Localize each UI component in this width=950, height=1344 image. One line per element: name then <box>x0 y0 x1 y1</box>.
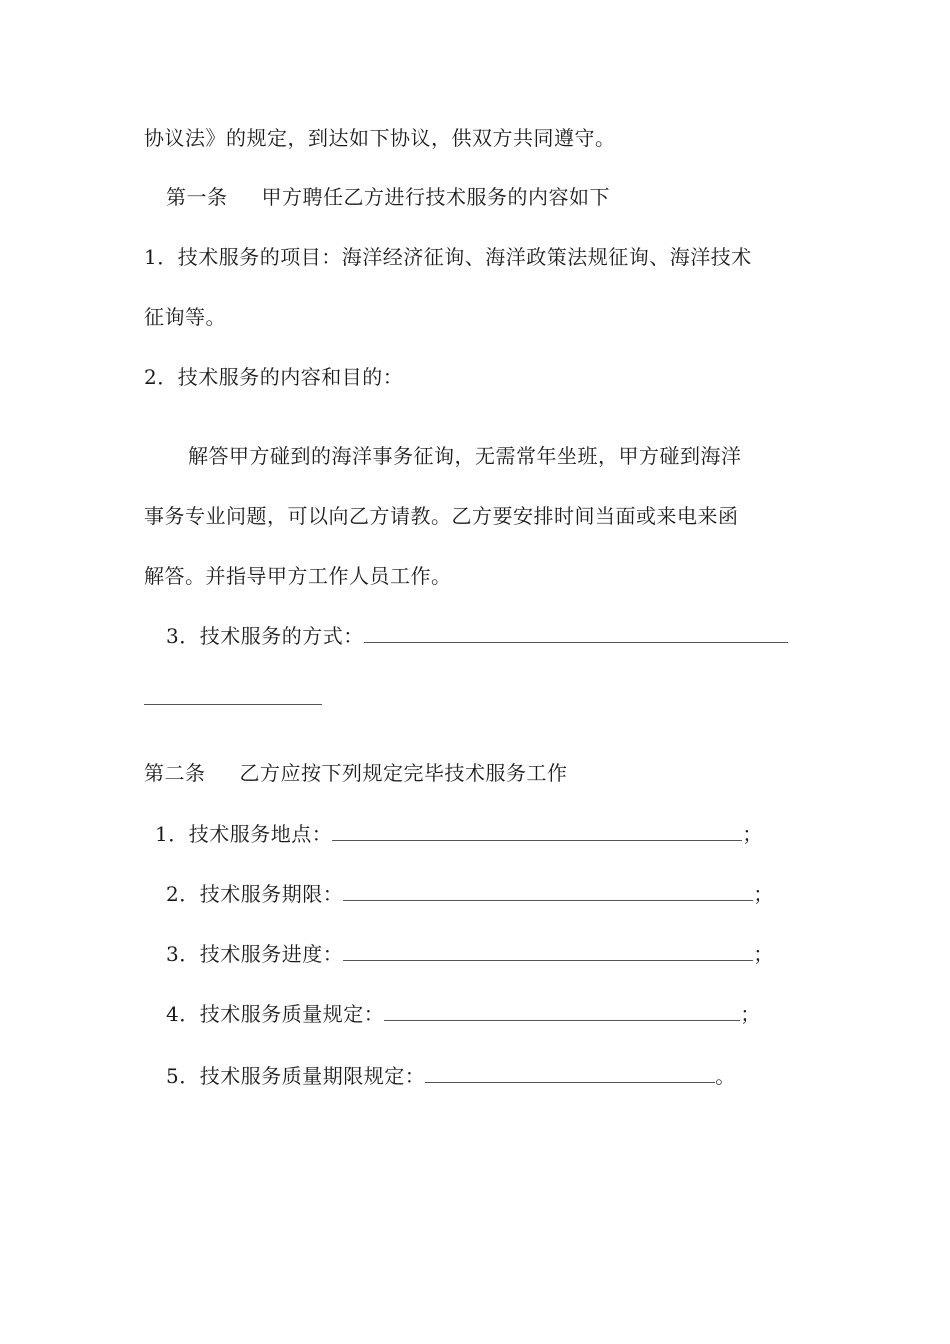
article2-item1-semicolon: ； <box>742 822 763 846</box>
article2-item5-text: 5．技术服务质量期限规定： <box>166 1064 426 1088</box>
article1-item2-line <box>144 365 403 389</box>
article1-title: 甲方聘任乙方进行技术服务的内容如下 <box>261 185 610 209</box>
article1-item1-line2 <box>144 305 226 329</box>
article1-content-line3 <box>144 564 452 588</box>
article2-item5-period: 。 <box>715 1064 736 1088</box>
article1-label: 第一条 <box>166 185 228 209</box>
article2-item2-line <box>166 882 774 906</box>
article2-item2-text: 2．技术服务期限： <box>166 882 344 906</box>
article2-item3-blank[interactable] <box>343 944 753 961</box>
article2-item3-line <box>166 942 774 966</box>
article2-item1-text: 1．技术服务地点： <box>155 822 333 846</box>
article1-item1-text1: 1．技术服务的项目：海洋经济征询、海洋政策法规征询、海洋技术 <box>144 245 752 269</box>
article2-item1-line <box>155 822 763 846</box>
article2-item3-text: 3．技术服务进度： <box>166 942 344 966</box>
article2-item3-semicolon: ； <box>753 942 774 966</box>
article2-item5-blank[interactable] <box>425 1066 715 1083</box>
article2-item2-semicolon: ； <box>753 882 774 906</box>
article2-item4-line <box>166 1002 761 1026</box>
article2-label: 第二条 <box>144 761 206 785</box>
article1-content-text2: 事务专业问题，可以向乙方请教。乙方要安排时间当面或来电来函 <box>144 504 739 528</box>
article1-item3-blank[interactable] <box>364 626 788 643</box>
article1-item1-text2: 征询等。 <box>144 305 226 329</box>
article1-content-line2 <box>144 504 739 528</box>
article2-item5-line <box>166 1064 736 1088</box>
article1-item3-text: 3．技术服务的方式： <box>166 624 364 648</box>
article2-item2-blank[interactable] <box>343 884 753 901</box>
article1-content-line1 <box>188 444 742 468</box>
article1-item3-blank-continuation[interactable] <box>144 703 322 705</box>
article1-item1-line1 <box>144 245 752 269</box>
intro-tail-text: 协议法》的规定，到达如下协议，供双方共同遵守。 <box>144 126 616 150</box>
article2-item4-text: 4．技术服务质量规定： <box>166 1002 385 1026</box>
article1-item3-line <box>166 624 788 648</box>
article1-heading <box>166 185 610 209</box>
intro-tail-line <box>144 126 616 150</box>
article1-content-text1: 解答甲方碰到的海洋事务征询，无需常年坐班，甲方碰到海洋 <box>188 444 742 468</box>
article2-item4-semicolon: ； <box>740 1002 761 1026</box>
article2-title: 乙方应按下列规定完毕技术服务工作 <box>239 761 568 785</box>
article2-heading <box>144 761 568 785</box>
article2-item1-blank[interactable] <box>332 824 742 841</box>
article1-item2-text: 2．技术服务的内容和目的： <box>144 365 404 389</box>
article1-content-text3: 解答。并指导甲方工作人员工作。 <box>144 564 452 588</box>
article2-item4-blank[interactable] <box>384 1004 740 1021</box>
